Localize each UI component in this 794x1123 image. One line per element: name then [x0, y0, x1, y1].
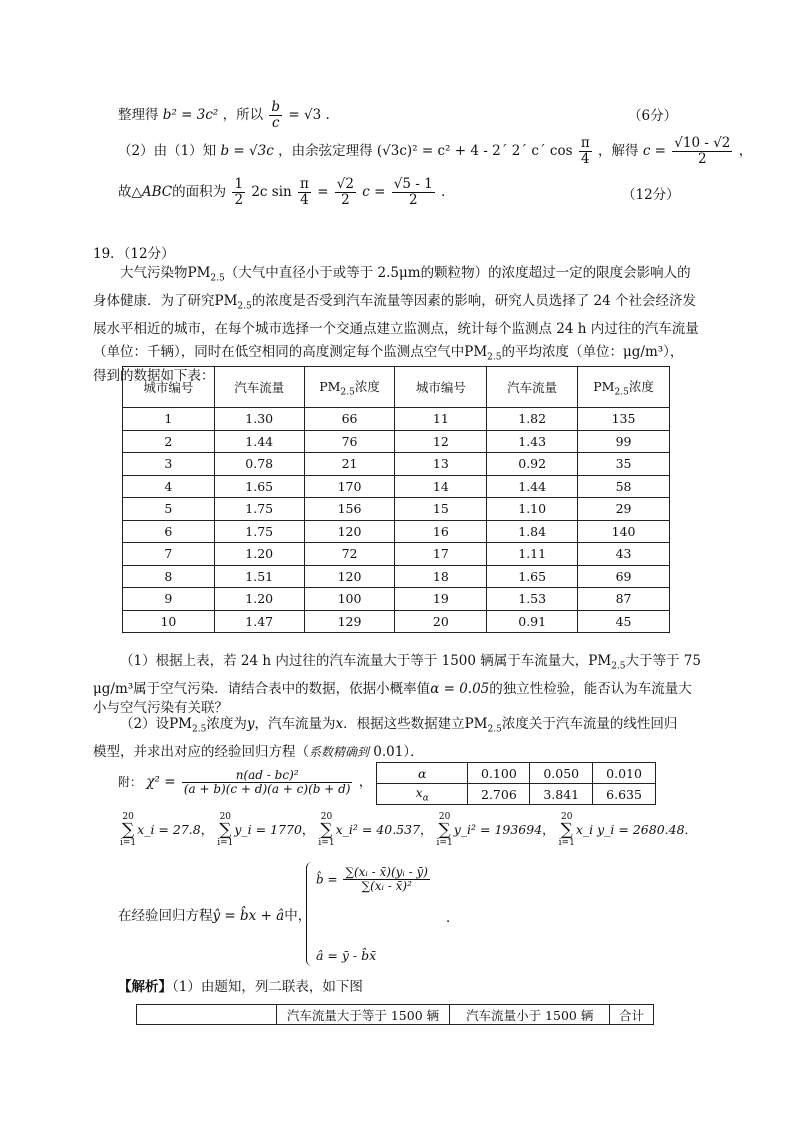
text: ．: [446, 910, 460, 926]
table-cell: 5: [123, 498, 215, 521]
table-cell: 1.51: [214, 565, 304, 588]
text: ，: [738, 142, 753, 159]
table-cell: 1.11: [487, 543, 578, 566]
table-row: [377, 763, 656, 784]
question-header: 19．（12分）: [93, 246, 175, 262]
solution-label: 【解析】: [118, 979, 172, 995]
table-row: [123, 453, 670, 476]
table-cell: 100: [304, 588, 395, 611]
fraction: $\frac{√2}{2}$: [336, 176, 354, 208]
intro-line: 大气污染物$PM_{2.5}$（大气中直径小于或等于 2.5μm的颗粒物）的浓度超过一定的限度会影响人的: [120, 265, 691, 284]
table-cell: 1.20: [214, 588, 304, 611]
b-hat-formula: b̂ = $\frac{\text{∑(xᵢ - x̄)(yᵢ - ȳ)}}{\text{∑(xᵢ - x̄)²}}$: [316, 865, 428, 894]
sum-symbol: 20 ∑ i=1: [217, 812, 234, 848]
critical-value-table: [376, 762, 656, 805]
table-cell: 43: [578, 543, 670, 566]
sum-symbol: 20 ∑ i=1: [436, 812, 453, 848]
equation: c =: [362, 183, 386, 200]
table-row: [123, 565, 670, 588]
table-cell: 0.010: [593, 763, 656, 784]
table-cell: 1.65: [214, 475, 304, 498]
table-cell: 4: [123, 475, 215, 498]
header-cell: 汽车流量: [487, 367, 578, 408]
text: 中，: [284, 908, 312, 924]
text: ABC: [141, 183, 173, 200]
part-line: μg/m³属于空气污染．请结合表中的数据，依据小概率值α = 0.05的独立性检验，能否认为车流量大: [93, 681, 692, 698]
table-cell: 1.43: [487, 430, 578, 453]
header-cell: 汽车流量: [214, 367, 304, 408]
table-cell: 135: [578, 408, 670, 431]
table-row: [123, 430, 670, 453]
table-cell: 3.841: [530, 784, 593, 805]
intro-line: 展水平相近的城市，在每个城市选择一个交通点建立监测点，统计每个监测点 24 h 内过往的汽车流量: [93, 321, 699, 338]
part-line: 模型，并求出对应的经验回归方程（系数精确到 0.01）．: [93, 744, 424, 761]
fraction: $\frac{\pi}{4}$: [580, 135, 590, 167]
table-header-row: [137, 1005, 654, 1025]
table-cell: 66: [304, 408, 395, 431]
fraction: $\frac{\text{∑(xᵢ - x̄)(yᵢ - ȳ)}}{\text{∑(xᵢ - x̄)²}}$: [345, 865, 428, 894]
table-cell: 1.44: [214, 430, 304, 453]
part-line: （1）根据上表，若 24 h 内过往的汽车流量大于等于 1500 辆属于车流量大，$PM_{2.5}$大于等于 75: [120, 653, 701, 672]
fraction: $\frac{√5 - 1}{2}$: [393, 176, 433, 208]
table-cell: 17: [395, 543, 487, 566]
table-cell: 129: [304, 610, 395, 633]
text: ，由余弦定理得: [278, 142, 373, 159]
text: 附：: [118, 775, 143, 790]
equation: =: [317, 183, 329, 200]
table-cell: 14: [395, 475, 487, 498]
table-cell: 6: [123, 520, 215, 543]
text: （2）由（1）知: [118, 142, 217, 159]
prev-line-3: [118, 177, 445, 208]
table-cell: 6.635: [593, 784, 656, 805]
table-cell: 29: [578, 498, 670, 521]
table-cell: 7: [123, 543, 215, 566]
table-cell: 0.92: [487, 453, 578, 476]
table-cell: 1.75: [214, 498, 304, 521]
table-cell: 1: [123, 408, 215, 431]
table-cell: 58: [578, 475, 670, 498]
fraction: $\frac{\text{n(ad - bc)²}}{(a + b)(c + d)(a + c)(b + d)}$: [183, 768, 351, 797]
sum-symbol: 20 ∑ i=1: [558, 812, 575, 848]
intro-line: （单位：千辆），同时在低空相同的高度测定每个监测点空气中$PM_{2.5}$的平均浓度（单位：μg/m³），: [93, 343, 684, 363]
part-line: 小与空气污染有关联？: [93, 699, 228, 716]
table-cell: 8: [123, 565, 215, 588]
table-cell: 2.706: [468, 784, 530, 805]
table-cell: α: [377, 763, 468, 784]
table-cell: 3: [123, 453, 215, 476]
table-cell: 35: [578, 453, 670, 476]
table-header-row: [123, 367, 670, 408]
table-row: [123, 610, 670, 633]
table-cell: 1.44: [487, 475, 578, 498]
table-row: [123, 543, 670, 566]
sums-line: 20 ∑ i=1x_i = 27.8， 20 ∑ i=1y_i = 1770， 20 ∑ i=1x_i² = 40.537， 20 ∑ i=1y_i² = 193694， 20 ∑ i=1x_i y_i = 2680.48．: [120, 812, 698, 848]
table-cell: 19: [395, 588, 487, 611]
equation: b = √3c: [220, 142, 274, 159]
fraction: $\frac{\pi}{4}$: [300, 176, 309, 208]
text: 故△: [118, 183, 142, 200]
solution-line: [118, 975, 363, 995]
fraction: $\frac{b}{c}$: [271, 99, 281, 131]
contingency-table: [136, 1004, 654, 1025]
header-cell: $PM_{2.5}$浓度: [578, 367, 670, 408]
sum-symbol: 20 ∑ i=1: [318, 812, 335, 848]
table-cell: 1.10: [487, 498, 578, 521]
table-cell: 140: [578, 520, 670, 543]
header-cell: 汽车流量大于等于 1500 辆: [276, 1005, 450, 1025]
fraction: $\frac{1}{2}$: [234, 176, 244, 208]
part-2: [93, 713, 713, 764]
table-cell: 0.050: [530, 763, 593, 784]
prev-line-2: [118, 136, 752, 167]
table-row: [377, 784, 656, 805]
header-cell: [137, 1005, 277, 1025]
equation: (√3c)² = c² + 4 - 2´ 2´ c´ cos: [376, 142, 573, 159]
intro-line: 身体健康．为了研究$PM_{2.5}$的浓度是否受到汽车流量等因素的影响，研究人员选择了 24 个社会经济发: [93, 293, 696, 312]
table-cell: 12: [395, 430, 487, 453]
table-cell: 1.82: [487, 408, 578, 431]
table-cell: 16: [395, 520, 487, 543]
table-cell: 1.53: [487, 588, 578, 611]
intro-line: 得到的数据如下表：: [93, 368, 215, 385]
table-cell: 87: [578, 588, 670, 611]
table-cell: 170: [304, 475, 395, 498]
table-cell: 99: [578, 430, 670, 453]
text: （1）由题知，列二联表，如下图: [172, 979, 363, 995]
table-cell: 1.30: [214, 408, 304, 431]
table-row: [123, 408, 670, 431]
table-cell: 120: [304, 565, 395, 588]
table-cell: 69: [578, 565, 670, 588]
table-cell: 0.91: [487, 610, 578, 633]
table-cell: 18: [395, 565, 487, 588]
text: ，所以: [222, 106, 264, 123]
equation: 2c sin: [251, 183, 292, 200]
table-cell: 9: [123, 588, 215, 611]
table-cell: 120: [304, 520, 395, 543]
table-row: [123, 520, 670, 543]
brace: [306, 862, 313, 966]
table-cell: 45: [578, 610, 670, 633]
table-cell: 15: [395, 498, 487, 521]
table-cell: 1.75: [214, 520, 304, 543]
equation: = √3 .: [288, 106, 330, 123]
part-line: （2）设$PM_{2.5}$浓度为y，汽车流量为x．根据这些数据建立$PM_{2.5}$浓度关于汽车流量的线性回归: [120, 716, 678, 735]
header-cell: 城市编号: [395, 367, 487, 408]
a-hat-formula: â = ȳ - b̂x̄: [316, 948, 377, 963]
table-cell: 2: [123, 430, 215, 453]
header-cell: 汽车流量小于 1500 辆: [450, 1005, 610, 1025]
table-row: [123, 475, 670, 498]
table-cell: 76: [304, 430, 395, 453]
fraction: $\frac{√10 - √2}{2}$: [674, 135, 731, 167]
prev-line-1: [118, 100, 330, 131]
text: ，: [358, 774, 373, 791]
table-cell: 1.47: [214, 610, 304, 633]
chi-square-formula: [118, 769, 372, 796]
text: ，解得: [598, 142, 639, 159]
equation: c =: [642, 142, 666, 159]
table-cell: 1.84: [487, 520, 578, 543]
table-cell: 1.65: [487, 565, 578, 588]
table-cell: 156: [304, 498, 395, 521]
table-cell: 72: [304, 543, 395, 566]
table-row: [123, 588, 670, 611]
table-cell: $x_\alpha$: [377, 784, 468, 805]
table-row: [123, 498, 670, 521]
equation: ŷ = b̂x + â: [212, 908, 285, 924]
sum-symbol: 20 ∑ i=1: [120, 812, 137, 848]
data-table: [122, 366, 670, 633]
table-cell: 10: [123, 610, 215, 633]
regression-intro: [118, 904, 311, 924]
part-1: [93, 650, 713, 719]
table-cell: 13: [395, 453, 487, 476]
header-cell: 合计: [610, 1005, 654, 1025]
text: 在经验回归方程: [118, 908, 213, 924]
header-cell: $PM_{2.5}$浓度: [304, 367, 395, 408]
table-cell: 21: [304, 453, 395, 476]
equation: b² = 3c²: [162, 106, 219, 123]
score: （12分）: [622, 187, 680, 203]
table-cell: 0.100: [468, 763, 530, 784]
header-cell: 城市编号: [123, 367, 215, 408]
table-cell: 20: [395, 610, 487, 633]
text: 整理得: [118, 106, 159, 123]
score: （6分）: [628, 108, 678, 124]
table-cell: 0.78: [214, 453, 304, 476]
text: .: [441, 183, 446, 200]
table-cell: 11: [395, 408, 487, 431]
table-cell: 1.20: [214, 543, 304, 566]
equation: χ² =: [146, 774, 176, 791]
text: 的面积为: [172, 183, 227, 200]
